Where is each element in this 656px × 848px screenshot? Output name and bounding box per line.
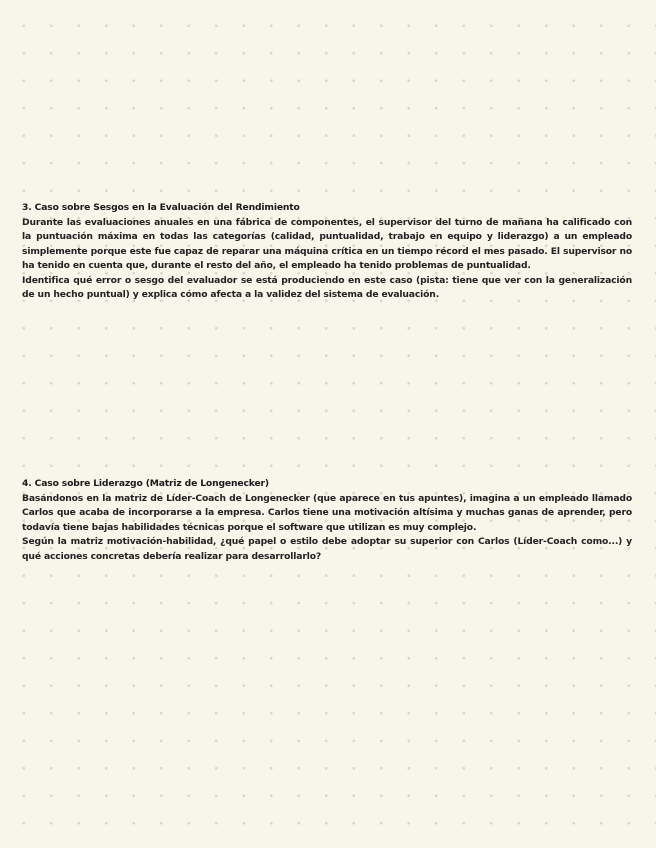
case-3-section: [22, 201, 632, 303]
case-3-question: Identifica qué error o sesgo del evaluador se está produciendo en este caso (pista: tiene que ver con la generalización de un hecho puntual) y explica cómo afecta a la validez del sistema de evaluación.: [22, 274, 632, 300]
case-4-description: Basándonos en la matriz de Líder-Coach de Longenecker (que aparece en tus apuntes), imagina a un empleado llamado Carlos que acaba de incorporarse a la empresa. Carlos tiene una motivación altísima y muchas ganas de aprender, pero todavía tiene bajas habilidades técnicas porque el software que utilizan es muy complejo.: [22, 492, 632, 533]
case-3-heading: 3. Caso sobre Sesgos en la Evaluación del Rendimiento: [22, 202, 300, 213]
case-4-question: Según la matriz motivación-habilidad, ¿qué papel o estilo debe adoptar su superior con Carlos (Líder-Coach como...) y qué acciones concretas debería realizar para desarrollarlo?: [22, 536, 632, 562]
case-4-heading: 4. Caso sobre Liderazgo (Matriz de Longenecker): [22, 478, 269, 489]
case-3-description: Durante las evaluaciones anuales en una fábrica de componentes, el supervisor del turno de mañana ha calificado con la puntuación máxima en todas las categorías (calidad, puntualidad, trabajo en equipo y liderazgo) a un empleado simplemente porque este fue capaz de reparar una máquina crítica en un tiempo récord el mes pasado. El supervisor no ha tenido en cuenta que, durante el resto del año, el empleado ha tenido problemas de puntualidad.: [22, 216, 632, 271]
case-4-section: [22, 477, 632, 564]
